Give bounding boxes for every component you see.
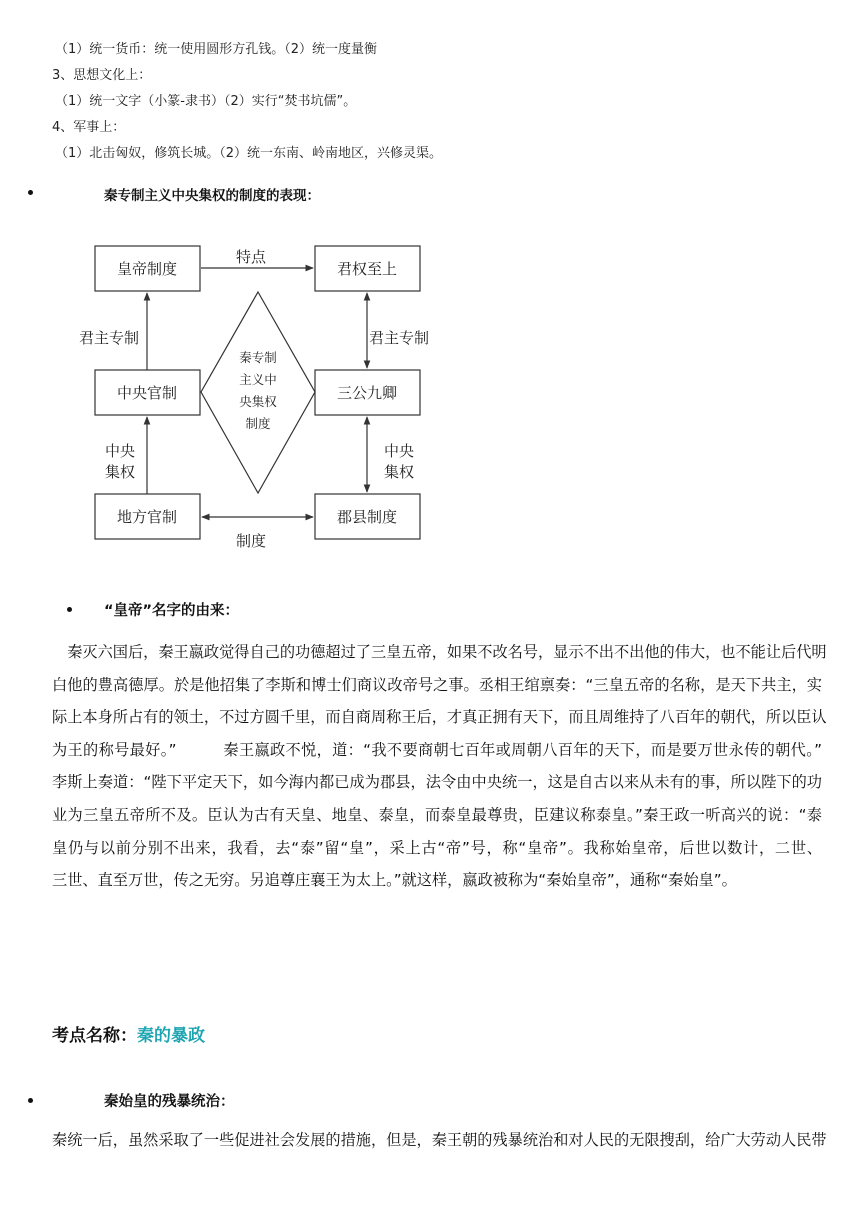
bullet-1 bbox=[28, 190, 33, 195]
center-line-4: 制度 bbox=[245, 416, 271, 431]
box-local-official bbox=[95, 494, 200, 539]
paragraph1-line-4: 为王的称号最好。” 秦王嬴政不悦，道：“我不要商朝七百年或周朝八百年的天下，而是要万世永传的朝代。” bbox=[52, 740, 822, 759]
paragraph1-line-8: 三世、直至万世，传之无穷。另追尊庄襄王为太上。”就这样，嬴政被称为“秦始皇帝”，通称“秦始皇”。 bbox=[52, 871, 737, 890]
paragraph1-line-7: 皇仍与以前分别不出来，我看，去“泰”留“皇”，采上古“帝”号，称“皇帝”。我称始皇帝，后世以数计，二世、 bbox=[52, 838, 822, 857]
paragraph1-line-5: 李斯上奏道：“陛下平定天下，如今海内都已成为郡县，法令由中央统一，这是自古以来从未有的事，所以陛下的功 bbox=[52, 773, 822, 792]
kaodian-title bbox=[52, 1021, 205, 1046]
label-emperor: 皇帝制度 bbox=[116, 260, 178, 278]
box-prefecture bbox=[315, 494, 420, 539]
section2-heading: “皇帝”名字的由来： bbox=[104, 603, 240, 619]
top-line-3: （1）统一文字（小篆-隶书）（2）实行“焚书坑儒”。 bbox=[55, 94, 357, 109]
box-emperor bbox=[95, 246, 200, 291]
label-central-official: 中央官制 bbox=[116, 384, 178, 402]
box-monarch-supreme bbox=[315, 246, 420, 291]
center-line-1: 秦专制 bbox=[239, 350, 277, 365]
paragraph1-line-6: 业为三皇五帝所不及。臣认为古有天皇、地皇、泰皇，而泰皇最尊贵，臣建议称泰皇。”秦王政一听高兴的说：“泰 bbox=[52, 805, 822, 824]
box-central-official bbox=[95, 370, 200, 415]
tyranny-paragraph bbox=[52, 1124, 827, 1157]
kaodian-value: 秦的暴政 bbox=[137, 1026, 205, 1046]
top-line-2: 3、思想文化上： bbox=[52, 68, 152, 83]
label-feature: 特点 bbox=[235, 248, 267, 266]
center-line-3: 央集权 bbox=[239, 394, 277, 409]
paragraph1-line-2: 白他的豊高德厚。於是他招集了李斯和博士们商议改帝号之事。丞相王绾禀奏：“三皇五帝的名称，是天下共主，实 bbox=[52, 675, 822, 694]
top-line-4: 4、军事上： bbox=[52, 120, 126, 135]
paragraph2-line-1: 秦统一后，虽然采取了一些促进社会发展的措施，但是，秦王朝的残暴统治和对人民的无限搜刮，给广大劳动人民带 bbox=[52, 1131, 827, 1149]
label-central-left-2: 集权 bbox=[104, 463, 136, 481]
label-autocracy-right: 君主专制 bbox=[368, 329, 430, 347]
label-local-official: 地方官制 bbox=[116, 508, 178, 526]
label-central-right-2: 集权 bbox=[383, 463, 415, 481]
center-line-2: 主义中 bbox=[239, 372, 277, 387]
paragraph1-line-3: 际上本身所占有的领土，不过方圆千里，而自商周称王后，才真正拥有天下，而且周维持了八百年的朝代，所以臣认 bbox=[52, 708, 827, 727]
label-autocracy-left: 君主专制 bbox=[78, 329, 140, 347]
bullet-2 bbox=[67, 607, 72, 612]
label-central-right-1: 中央 bbox=[383, 442, 415, 460]
label-central-left-1: 中央 bbox=[104, 442, 136, 460]
section3-heading: 秦始皇的残暴统治： bbox=[104, 1094, 235, 1110]
kaodian-label: 考点名称： bbox=[52, 1026, 137, 1046]
paragraph1-line-1: 秦灭六国后，秦王嬴政觉得自己的功德超过了三皇五帝，如果不改名号，显示不出不出他的伟大，也不能让后代明 bbox=[52, 643, 827, 661]
top-line-1: （1）统一货币：统一使用圆形方孔钱。（2）统一度量衡 bbox=[55, 42, 378, 57]
center-diamond bbox=[201, 292, 315, 493]
bullet-3 bbox=[28, 1098, 33, 1103]
label-monarch-supreme: 君权至上 bbox=[336, 260, 398, 278]
label-prefecture: 郡县制度 bbox=[336, 508, 398, 526]
top-line-5: （1）北击匈奴，修筑长城。（2）统一东南、岭南地区，兴修灵渠。 bbox=[55, 146, 443, 161]
emperor-origin-paragraph bbox=[52, 636, 827, 897]
label-system: 制度 bbox=[235, 532, 267, 550]
label-three-nine: 三公九卿 bbox=[336, 384, 398, 402]
box-three-nine bbox=[315, 370, 420, 415]
section1-heading: 秦专制主义中央集权的制度的表现： bbox=[104, 188, 320, 204]
